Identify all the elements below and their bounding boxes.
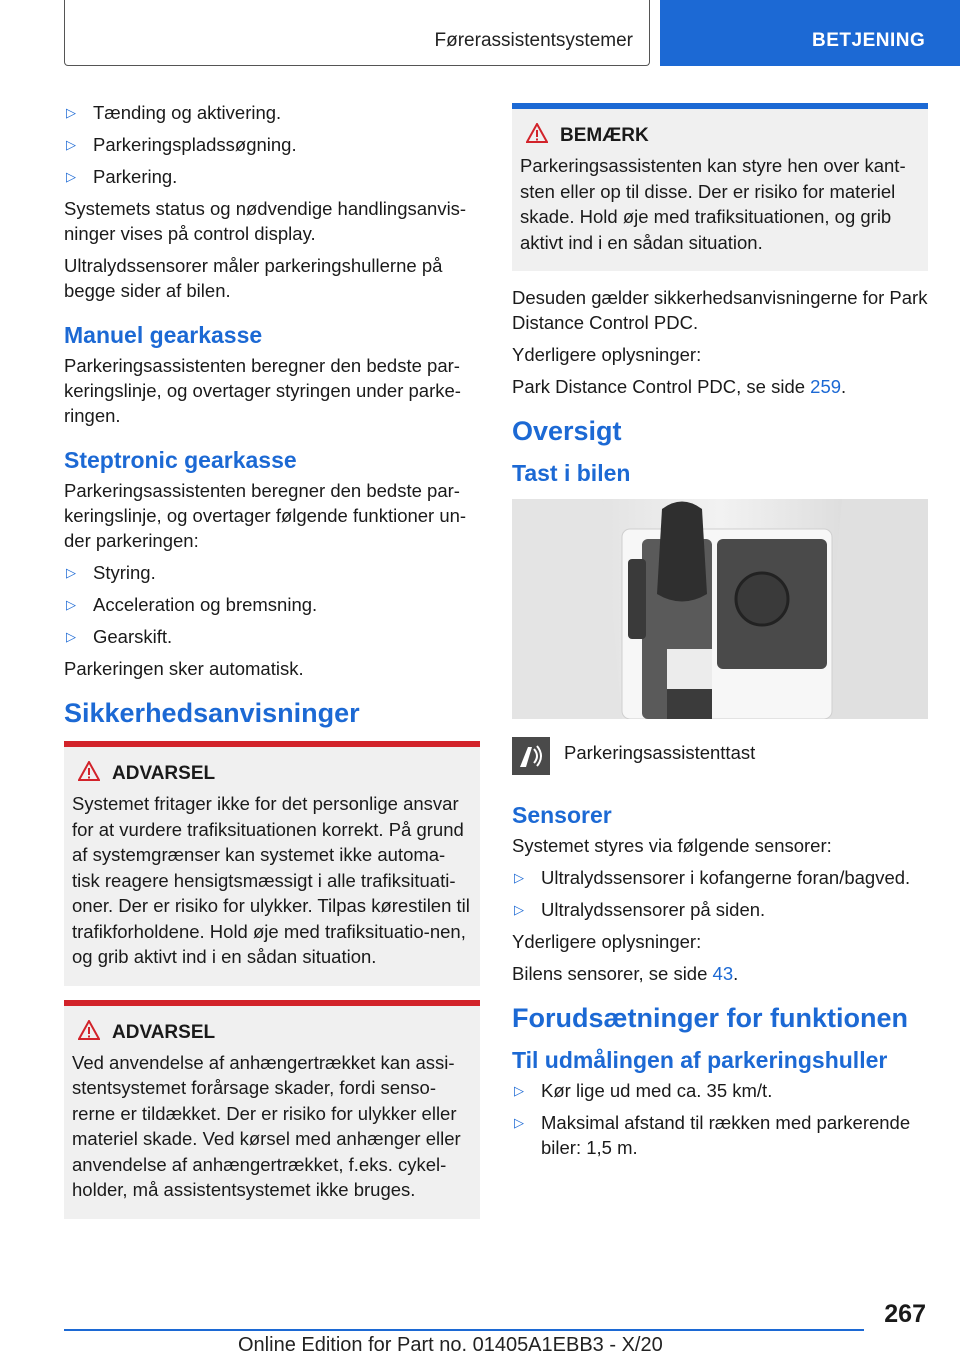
header-chapter-label: BETJENING [812,30,926,51]
warning-triangle-icon [72,1020,112,1046]
triangle-bullet-icon: ▷ [66,565,76,580]
legend-row [512,737,928,775]
heading-steptronic: Steptronic gearkasse [64,447,297,473]
left-column [64,100,480,1233]
list-item: ▷ Ultralydssensorer i kofangerne foran/bagved. [514,867,911,888]
warning-box [64,741,480,986]
heading-parking-space-measurement: Til udmålingen af parkeringshuller [512,1047,888,1073]
center-console-photo [512,499,928,719]
triangle-bullet-icon: ▷ [66,105,76,120]
paragraph: Parkeringsassistenten beregner den bedste par-keringslinje, og overtager styringen under parke-ringen. [64,355,461,426]
paragraph: Yderligere oplysninger: [512,931,702,952]
pdc-reference: Park Distance Control PDC, se side 259. [512,376,847,397]
heading-overview: Oversigt [512,416,622,446]
page-number: 267 [884,1300,926,1328]
note-triangle-icon [520,123,560,149]
triangle-bullet-icon: ▷ [514,1115,524,1130]
triangle-bullet-icon: ▷ [66,169,76,184]
paragraph: Parkeringen sker automatisk. [64,658,304,679]
heading-prerequisites: Forudsætninger for funktionen [512,1003,908,1033]
list-item: ▷ Parkering. [66,166,178,187]
paragraph: Ultralydssensorer måler parkeringshullerne på begge sider af bilen. [64,255,443,301]
paragraph: Yderligere oplysninger: [512,344,702,365]
paragraph: Systemet styres via følgende sensorer: [512,835,832,856]
heading-manual-gearbox: Manuel gearkasse [64,322,263,348]
warning-title: ADVARSEL [112,1021,216,1043]
legend-label: Parkeringsassistenttast [564,742,756,763]
warning-box [64,1000,480,1219]
page-link-259[interactable]: 259 [810,376,842,397]
footer-divider [64,1329,864,1331]
right-column [512,103,928,1167]
list-item: ▷ Maksimal afstand til rækken med parkerende biler: 1,5 m. [514,1112,911,1158]
warning-text: Systemet fritager ikke for det personlige ansvar for at vurdere trafiksituationen korrekt. På grund af systemgrænser kan systemet ikke automa-tisk reagere hensigtsmæssigt i alle trafiksituati-oner. Der er risiko for ulykker. Tilpas kørestilen til trafikforholdene. Hold øje med trafiksituatio-nen, og grib aktivt ind i en sådan situation. [72,793,470,967]
warning-triangle-icon [72,761,112,787]
heading-button-in-car: Tast i bilen [512,460,631,486]
note-title: BEMÆRK [560,125,649,146]
list-item: ▷ Acceleration og bremsning. [66,594,318,615]
list-item: ▷ Tænding og aktivering. [66,102,282,123]
list-item: ▷ Gearskift. [66,626,173,647]
triangle-bullet-icon: ▷ [66,597,76,612]
header-section-title: Førerassistentsystemer [434,30,633,51]
footer-edition: Online Edition for Part no. 01405A1EBB3 - X/20 [238,1334,663,1356]
sensor-reference: Bilens sensorer, se side 43. [512,963,739,984]
header-chapter-tab[interactable] [660,0,960,66]
triangle-bullet-icon: ▷ [514,870,524,885]
list-item: ▷ Styring. [66,562,156,583]
warning-title: ADVARSEL [112,763,216,784]
paragraph: Systemets status og nødvendige handlingsanvis-ninger vises på control display. [64,198,467,244]
triangle-bullet-icon: ▷ [514,902,524,917]
triangle-bullet-icon: ▷ [514,1083,524,1098]
triangle-bullet-icon: ▷ [66,629,76,644]
warning-text: Ved anvendelse af anhængertrækket kan assi-stentsystemet forårsage skader, fordi senso-rerne er tildækket. Der er risiko for ulykker eller materiel skade. Ved kørsel med anhænger eller anvendelse af anhængertrækket, f.eks. cykel-holder, må assistentsystemet ikke bruges. [72,1051,461,1200]
triangle-bullet-icon: ▷ [66,137,76,152]
paragraph: Desuden gælder sikkerhedsanvisningerne for Park Distance Control PDC. [512,287,928,333]
note-box [512,103,928,271]
parking-assistant-button-icon [512,737,550,775]
list-item: ▷ Ultralydssensorer på siden. [514,899,766,920]
heading-sensors: Sensorer [512,802,612,828]
header-section-tab [64,0,650,66]
list-item: ▷ Kør lige ud med ca. 35 km/t. [514,1080,773,1101]
paragraph: Parkeringsassistenten beregner den bedste par-keringslinje, og overtager følgende funktioner un-der parkeringen: [64,480,467,551]
list-item: ▷ Parkeringspladssøgning. [66,134,297,155]
note-text: Parkeringsassistenten kan styre hen over kant-sten eller op til disse. Der er risiko for materiel skade. Hold øje med trafiksituationen, og grib aktivt ind i en sådan situation. [520,155,906,253]
heading-safety: Sikkerhedsanvisninger [64,698,360,728]
page-link-43[interactable]: 43 [712,963,734,984]
